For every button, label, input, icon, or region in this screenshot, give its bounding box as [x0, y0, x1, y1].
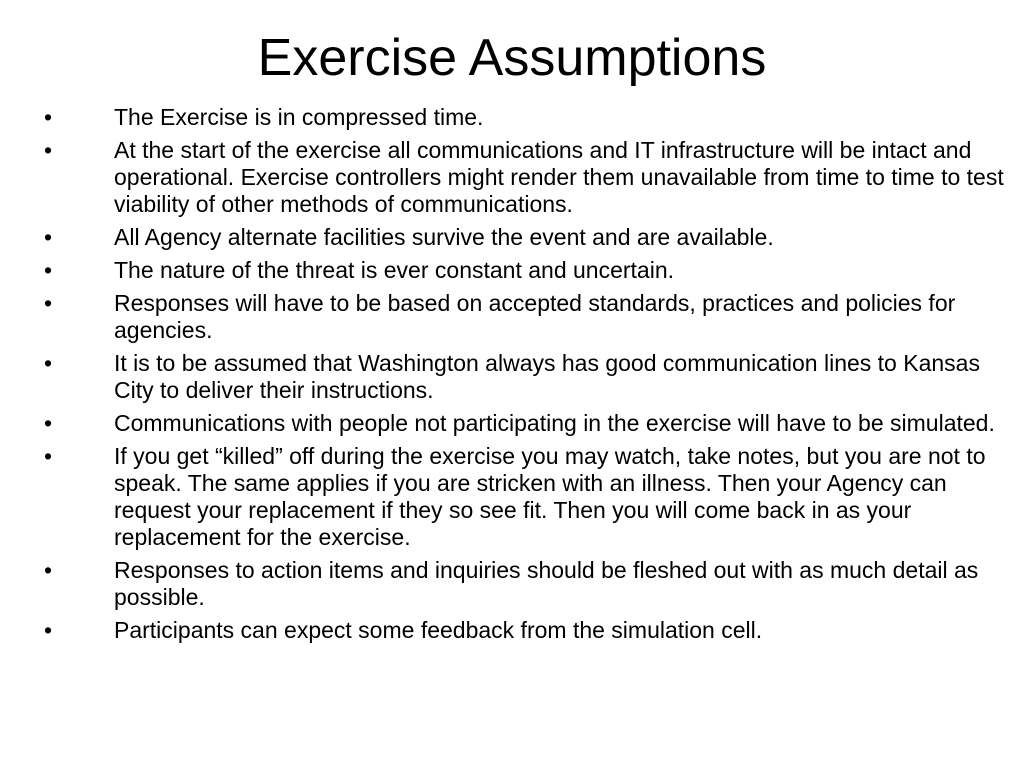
bullet-glyph: •: [44, 104, 53, 130]
bullet-text: All Agency alternate facilities survive the event and are available.: [114, 224, 774, 250]
bullet-text: Responses will have to be based on accepted standards, practices and policies for agencies.: [114, 290, 956, 343]
bullet-glyph: •: [44, 557, 53, 583]
bullet-item: [44, 104, 1016, 131]
bullet-text: Communications with people not participating in the exercise will have to be simulated.: [114, 410, 995, 436]
bullet-item: [44, 350, 1016, 404]
bullet-glyph: •: [44, 290, 53, 316]
slide-title: Exercise Assumptions: [257, 29, 767, 87]
bullet-list: [44, 104, 1016, 650]
bullet-item: [44, 224, 1016, 251]
bullet-text: If you get “killed” off during the exercise you may watch, take notes, but you are not to speak. The same applies if you are stricken with an illness. Then your Agency can request your replacement if they so see fit. Then you will come back in as your replacement for the exercise.: [114, 443, 986, 550]
bullet-text: It is to be assumed that Washington always has good communication lines to Kansas City to deliver their instructions.: [114, 350, 980, 403]
bullet-text: Participants can expect some feedback from the simulation cell.: [114, 617, 763, 643]
bullet-glyph: •: [44, 410, 53, 436]
bullet-text: The nature of the threat is ever constant and uncertain.: [114, 257, 675, 283]
bullet-item: [44, 137, 1016, 218]
bullet-text: The Exercise is in compressed time.: [114, 104, 484, 130]
bullet-text: At the start of the exercise all communications and IT infrastructure will be intact and operational. Exercise controllers might render them unavailable from time to time to test viability of other methods of communications.: [114, 137, 1004, 217]
bullet-text: Responses to action items and inquiries should be fleshed out with as much detail as possible.: [114, 557, 979, 610]
bullet-glyph: •: [44, 137, 53, 163]
bullet-item: [44, 290, 1016, 344]
bullet-item: [44, 410, 1016, 437]
bullet-item: [44, 557, 1016, 611]
bullet-glyph: •: [44, 350, 53, 376]
bullet-glyph: •: [44, 617, 53, 643]
bullet-item: [44, 617, 1016, 644]
bullet-glyph: •: [44, 443, 53, 469]
bullet-item: [44, 257, 1016, 284]
bullet-glyph: •: [44, 224, 53, 250]
bullet-item: [44, 443, 1016, 551]
bullet-glyph: •: [44, 257, 53, 283]
